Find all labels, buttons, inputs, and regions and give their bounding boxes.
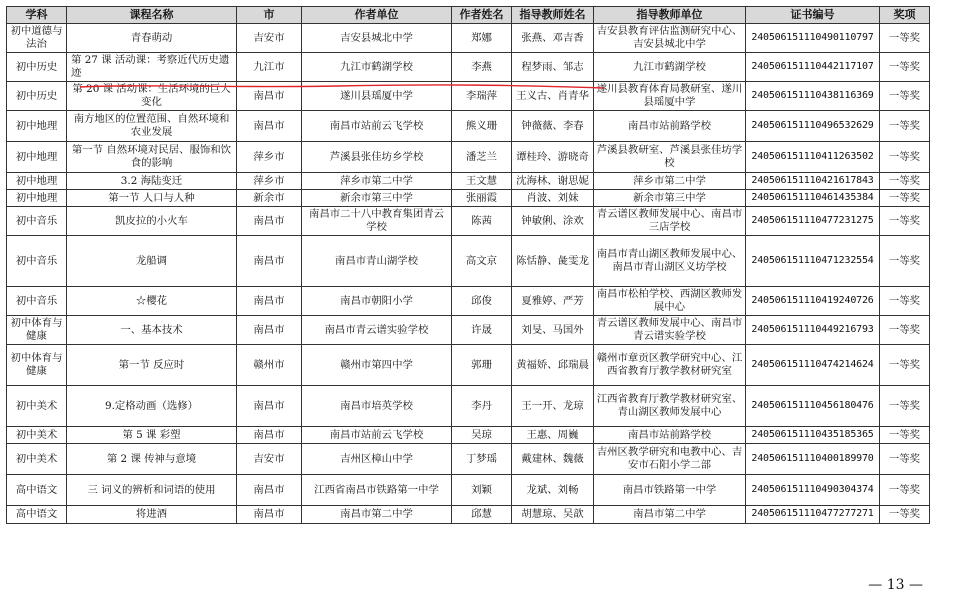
advisor-unit-cell: 芦溪县教研室、芦溪县张佳坊学校 (594, 142, 746, 173)
city-cell: 南昌市 (237, 82, 302, 111)
unit-cell: 吉州区樟山中学 (302, 444, 452, 475)
header-cert: 证书编号 (746, 7, 880, 24)
cert-cell: 240506151110449216793 (746, 316, 880, 345)
advisor-cell: 钟薇薇、李春 (512, 111, 594, 142)
table-row (7, 316, 930, 345)
award-cell: 一等奖 (880, 475, 930, 506)
table-row (7, 53, 930, 82)
author-cell: 郑娜 (452, 24, 512, 53)
course-cell: 第 20 课 活动课：生活环境的巨大变化 (67, 82, 237, 111)
city-cell: 九江市 (237, 53, 302, 82)
table-body (7, 24, 930, 524)
course-cell: 3.2 海陆变迁 (67, 173, 237, 190)
cert-cell: 240506151110474214624 (746, 345, 880, 386)
unit-cell: 江西省南昌市铁路第一中学 (302, 475, 452, 506)
cert-cell: 240506151110490110797 (746, 24, 880, 53)
award-cell: 一等奖 (880, 53, 930, 82)
author-cell: 邱俊 (452, 287, 512, 316)
city-cell: 南昌市 (237, 316, 302, 345)
award-cell: 一等奖 (880, 316, 930, 345)
table-row (7, 190, 930, 207)
course-cell: 第 5 课 彩塑 (67, 427, 237, 444)
advisor-cell: 黄福娇、邱瑞晨 (512, 345, 594, 386)
award-cell: 一等奖 (880, 236, 930, 287)
table-row (7, 24, 930, 53)
table-row (7, 444, 930, 475)
advisor-unit-cell: 青云谱区教师发展中心、南昌市青云谱实验学校 (594, 316, 746, 345)
table-row (7, 236, 930, 287)
unit-cell: 南昌市第二中学 (302, 506, 452, 524)
subject-cell: 初中历史 (7, 53, 67, 82)
cert-cell: 240506151110490304374 (746, 475, 880, 506)
author-cell: 陈茜 (452, 207, 512, 236)
award-cell: 一等奖 (880, 82, 930, 111)
table-row (7, 111, 930, 142)
course-cell: ☆樱花 (67, 287, 237, 316)
author-cell: 熊义珊 (452, 111, 512, 142)
city-cell: 吉安市 (237, 444, 302, 475)
course-cell: 南方地区的位置范围、自然环境和农业发展 (67, 111, 237, 142)
course-cell: 凯皮拉的小火车 (67, 207, 237, 236)
unit-cell: 南昌市青山湖学校 (302, 236, 452, 287)
advisor-cell: 龙斌、刘畅 (512, 475, 594, 506)
advisor-unit-cell: 萍乡市第二中学 (594, 173, 746, 190)
header-award: 奖项 (880, 7, 930, 24)
unit-cell: 芦溪县张佳坊乡学校 (302, 142, 452, 173)
city-cell: 南昌市 (237, 236, 302, 287)
author-cell: 李丹 (452, 386, 512, 427)
advisor-unit-cell: 南昌市站前路学校 (594, 427, 746, 444)
advisor-cell: 王惠、周巍 (512, 427, 594, 444)
cert-cell: 240506151110471232554 (746, 236, 880, 287)
header-subject: 学科 (7, 7, 67, 24)
cert-cell: 240506151110421617843 (746, 173, 880, 190)
city-cell: 南昌市 (237, 207, 302, 236)
advisor-unit-cell: 南昌市铁路第一中学 (594, 475, 746, 506)
author-cell: 郭珊 (452, 345, 512, 386)
advisor-cell: 胡慧琼、吴歆 (512, 506, 594, 524)
course-cell: 将进酒 (67, 506, 237, 524)
table-row (7, 142, 930, 173)
city-cell: 南昌市 (237, 475, 302, 506)
author-cell: 李燕 (452, 53, 512, 82)
author-cell: 李瑞萍 (452, 82, 512, 111)
advisor-cell: 谭桂玲、游晓奇 (512, 142, 594, 173)
header-course: 课程名称 (67, 7, 237, 24)
subject-cell: 初中音乐 (7, 207, 67, 236)
author-cell: 邱慧 (452, 506, 512, 524)
city-cell: 南昌市 (237, 386, 302, 427)
unit-cell: 吉安县城北中学 (302, 24, 452, 53)
unit-cell: 赣州市第四中学 (302, 345, 452, 386)
cert-cell: 240506151110419240726 (746, 287, 880, 316)
author-cell: 王文慧 (452, 173, 512, 190)
city-cell: 萍乡市 (237, 173, 302, 190)
award-cell: 一等奖 (880, 142, 930, 173)
subject-cell: 初中美术 (7, 444, 67, 475)
course-cell: 第一节 人口与人种 (67, 190, 237, 207)
author-cell: 高文京 (452, 236, 512, 287)
unit-cell: 南昌市培英学校 (302, 386, 452, 427)
header-city: 市 (237, 7, 302, 24)
author-cell: 刘颖 (452, 475, 512, 506)
table-row (7, 506, 930, 524)
unit-cell: 遂川县瑶厦中学 (302, 82, 452, 111)
award-cell: 一等奖 (880, 287, 930, 316)
subject-cell: 初中音乐 (7, 287, 67, 316)
subject-cell: 初中音乐 (7, 236, 67, 287)
subject-cell: 初中地理 (7, 142, 67, 173)
advisor-unit-cell: 青云谱区教师发展中心、南昌市三店学校 (594, 207, 746, 236)
unit-cell: 南昌市二十八中教育集团青云学校 (302, 207, 452, 236)
unit-cell: 南昌市站前云飞学校 (302, 427, 452, 444)
advisor-cell: 王一开、龙琼 (512, 386, 594, 427)
subject-cell: 高中语文 (7, 506, 67, 524)
subject-cell: 初中地理 (7, 173, 67, 190)
author-cell: 丁梦瑶 (452, 444, 512, 475)
header-unit: 作者单位 (302, 7, 452, 24)
table-row (7, 287, 930, 316)
cert-cell: 240506151110461435384 (746, 190, 880, 207)
advisor-unit-cell: 江西省教育厅教学教材研究室、青山湖区教师发展中心 (594, 386, 746, 427)
city-cell: 吉安市 (237, 24, 302, 53)
course-cell: 第 27 课 活动课：考察近代历史遗迹 (67, 53, 237, 82)
award-cell: 一等奖 (880, 427, 930, 444)
header-author: 作者姓名 (452, 7, 512, 24)
subject-cell: 高中语文 (7, 475, 67, 506)
cert-cell: 240506151110477231275 (746, 207, 880, 236)
award-cell: 一等奖 (880, 207, 930, 236)
author-cell: 吴琼 (452, 427, 512, 444)
award-cell: 一等奖 (880, 24, 930, 53)
subject-cell: 初中体育与健康 (7, 345, 67, 386)
city-cell: 赣州市 (237, 345, 302, 386)
author-cell: 张丽霞 (452, 190, 512, 207)
unit-cell: 南昌市朝阳小学 (302, 287, 452, 316)
course-cell: 第 2 课 传神与意境 (67, 444, 237, 475)
course-cell: 一、基本技术 (67, 316, 237, 345)
awards-table (6, 6, 930, 524)
advisor-unit-cell: 吉安县教育评估监测研究中心、吉安县城北中学 (594, 24, 746, 53)
advisor-cell: 肖波、刘妹 (512, 190, 594, 207)
unit-cell: 萍乡市第二中学 (302, 173, 452, 190)
subject-cell: 初中美术 (7, 427, 67, 444)
unit-cell: 南昌市站前云飞学校 (302, 111, 452, 142)
city-cell: 南昌市 (237, 287, 302, 316)
advisor-cell: 王义古、肖青华 (512, 82, 594, 111)
advisor-unit-cell: 南昌市站前路学校 (594, 111, 746, 142)
unit-cell: 九江市鹤湖学校 (302, 53, 452, 82)
advisor-cell: 陈恬静、彘雯龙 (512, 236, 594, 287)
subject-cell: 初中地理 (7, 190, 67, 207)
course-cell: 龙船调 (67, 236, 237, 287)
award-cell: 一等奖 (880, 173, 930, 190)
cert-cell: 240506151110438116369 (746, 82, 880, 111)
cert-cell: 240506151110496532629 (746, 111, 880, 142)
award-cell: 一等奖 (880, 506, 930, 524)
table-row (7, 386, 930, 427)
table-row (7, 82, 930, 111)
cert-cell: 240506151110435185365 (746, 427, 880, 444)
table-row (7, 173, 930, 190)
award-cell: 一等奖 (880, 345, 930, 386)
header-row (7, 7, 930, 24)
table-row (7, 345, 930, 386)
unit-cell: 南昌市青云谱实验学校 (302, 316, 452, 345)
advisor-cell: 钟敏俐、涂欢 (512, 207, 594, 236)
city-cell: 南昌市 (237, 427, 302, 444)
page-number: — 13 — (868, 577, 923, 593)
advisor-unit-cell: 九江市鹤湖学校 (594, 53, 746, 82)
award-cell: 一等奖 (880, 190, 930, 207)
city-cell: 新余市 (237, 190, 302, 207)
advisor-unit-cell: 赣州市章贡区教学研究中心、江西省教育厅教学教材研究室 (594, 345, 746, 386)
advisor-unit-cell: 南昌市松柏学校、西湖区教师发展中心 (594, 287, 746, 316)
advisor-cell: 张燕、邓吉香 (512, 24, 594, 53)
advisor-cell: 程梦雨、邹志 (512, 53, 594, 82)
city-cell: 萍乡市 (237, 142, 302, 173)
advisor-unit-cell: 南昌市青山湖区教师发展中心、南昌市青山湖区义坊学校 (594, 236, 746, 287)
course-cell: 三 词义的辨析和词语的使用 (67, 475, 237, 506)
course-cell: 第一节 自然环境对民居、服饰和饮食的影响 (67, 142, 237, 173)
subject-cell: 初中道德与法治 (7, 24, 67, 53)
cert-cell: 240506151110442117107 (746, 53, 880, 82)
cert-cell: 240506151110411263502 (746, 142, 880, 173)
subject-cell: 初中地理 (7, 111, 67, 142)
award-cell: 一等奖 (880, 444, 930, 475)
advisor-cell: 夏雅婷、严芳 (512, 287, 594, 316)
award-cell: 一等奖 (880, 111, 930, 142)
course-cell: 青春萌动 (67, 24, 237, 53)
header-advisor: 指导教师姓名 (512, 7, 594, 24)
author-cell: 潘芝兰 (452, 142, 512, 173)
advisor-cell: 沈海林、谢思妮 (512, 173, 594, 190)
advisor-unit-cell: 南昌市第二中学 (594, 506, 746, 524)
table-row (7, 207, 930, 236)
advisor-cell: 戴建林、魏薇 (512, 444, 594, 475)
table-row (7, 427, 930, 444)
subject-cell: 初中美术 (7, 386, 67, 427)
advisor-unit-cell: 吉州区教学研究和电教中心、吉安市石阳小学二部 (594, 444, 746, 475)
table-row (7, 475, 930, 506)
author-cell: 许晟 (452, 316, 512, 345)
course-cell: 9.定格动画（选修） (67, 386, 237, 427)
course-cell: 第一节 反应时 (67, 345, 237, 386)
advisor-unit-cell: 新余市第三中学 (594, 190, 746, 207)
header-advisor-unit: 指导教师单位 (594, 7, 746, 24)
subject-cell: 初中历史 (7, 82, 67, 111)
cert-cell: 240506151110400189970 (746, 444, 880, 475)
cert-cell: 240506151110456180476 (746, 386, 880, 427)
unit-cell: 新余市第三中学 (302, 190, 452, 207)
advisor-cell: 刘旻、马国外 (512, 316, 594, 345)
subject-cell: 初中体育与健康 (7, 316, 67, 345)
city-cell: 南昌市 (237, 111, 302, 142)
advisor-unit-cell: 遂川县教育体育局教研室、遂川县瑶厦中学 (594, 82, 746, 111)
city-cell: 南昌市 (237, 506, 302, 524)
cert-cell: 240506151110477277271 (746, 506, 880, 524)
award-cell: 一等奖 (880, 386, 930, 427)
